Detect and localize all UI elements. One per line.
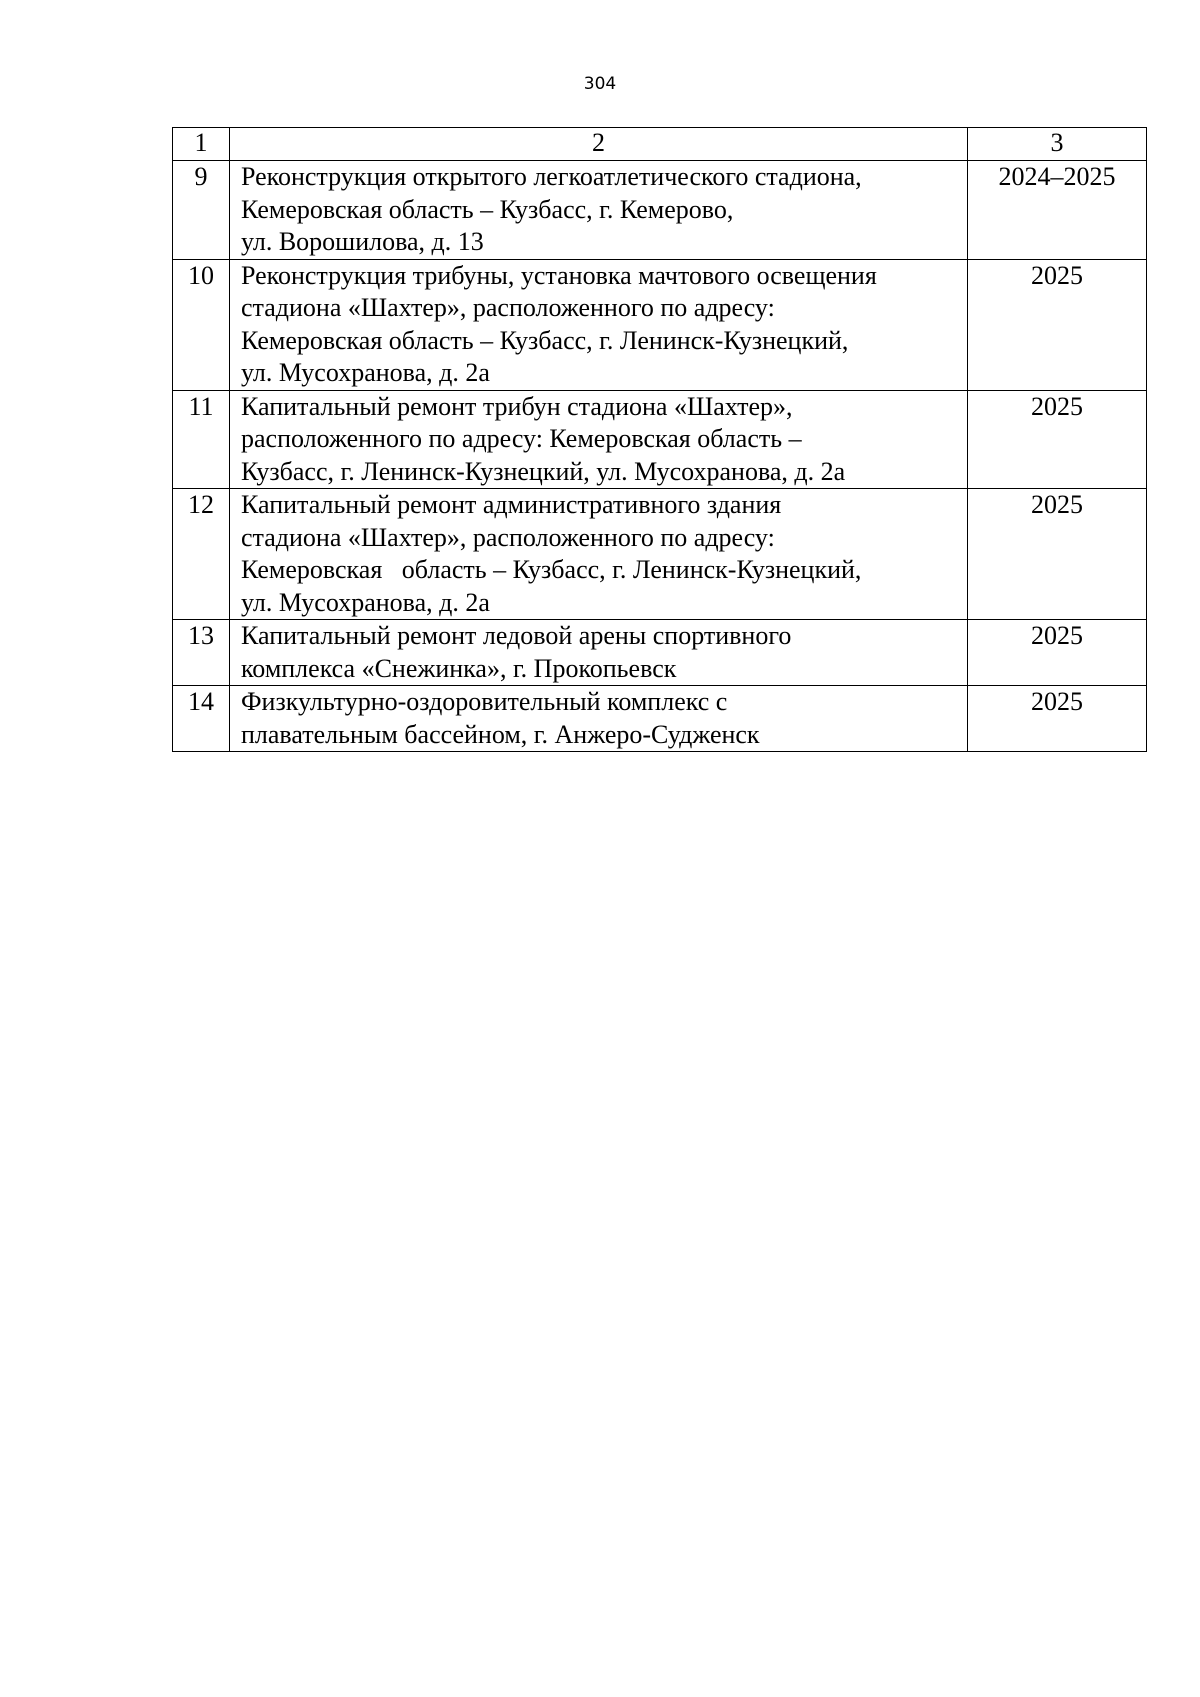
description-line: Реконструкция трибуны, установка мачтового освещения	[241, 260, 877, 290]
description-line: ул. Мусохранова, д. 2а	[241, 358, 490, 387]
description-line: Кемеровская область – Кузбасс, г. Кемерово,	[241, 194, 734, 224]
row-number: 9	[173, 161, 230, 260]
header-cell-2: 2	[230, 128, 968, 161]
description-line: Реконструкция открытого легкоатлетического стадиона,	[241, 162, 862, 191]
row-description	[230, 390, 968, 489]
description-line: Капитальный ремонт ледовой арены спортивного	[241, 621, 792, 650]
table-row	[173, 161, 1147, 260]
table-row	[173, 390, 1147, 489]
row-year: 2025	[968, 489, 1147, 620]
row-year: 2024–2025	[968, 161, 1147, 260]
row-year: 2025	[968, 620, 1147, 686]
table-row	[173, 620, 1147, 686]
table-row	[173, 489, 1147, 620]
description-line: Кузбасс, г. Ленинск-Кузнецкий, ул. Мусохранова, д. 2а	[241, 456, 846, 486]
table-row	[173, 686, 1147, 752]
description-line: Физкультурно-оздоровительный комплекс с	[241, 687, 728, 716]
row-number: 14	[173, 686, 230, 752]
description-line: Капитальный ремонт трибун стадиона «Шахтер»,	[241, 391, 793, 421]
description-line: Кемеровская область – Кузбасс, г. Ленинск-Кузнецкий,	[241, 555, 862, 584]
header-cell-3: 3	[968, 128, 1147, 161]
row-description	[230, 259, 968, 390]
row-number: 11	[173, 390, 230, 489]
description-line: Капитальный ремонт административного здания	[241, 490, 782, 519]
objects-table	[172, 127, 1147, 752]
row-number: 12	[173, 489, 230, 620]
row-description	[230, 686, 968, 752]
description-line: стадиона «Шахтер», расположенного по адресу:	[241, 522, 775, 552]
description-line: комплекса «Снежинка», г. Прокопьевск	[241, 653, 677, 683]
description-line: стадиона «Шахтер», расположенного по адресу:	[241, 293, 775, 322]
row-year: 2025	[968, 686, 1147, 752]
description-line: ул. Мусохранова, д. 2а	[241, 587, 490, 617]
header-cell-1: 1	[173, 128, 230, 161]
description-line: расположенного по адресу: Кемеровская область –	[241, 424, 802, 453]
row-year: 2025	[968, 259, 1147, 390]
table-row	[173, 259, 1147, 390]
table-header-row	[173, 128, 1147, 161]
description-line: ул. Ворошилова, д. 13	[241, 227, 484, 256]
description-line: плавательным бассейном, г. Анжеро-Судженск	[241, 719, 760, 749]
description-line: Кемеровская область – Кузбасс, г. Ленинск-Кузнецкий,	[241, 325, 849, 355]
row-year: 2025	[968, 390, 1147, 489]
row-description	[230, 161, 968, 260]
row-description	[230, 489, 968, 620]
page-number: 304	[583, 74, 617, 94]
row-description	[230, 620, 968, 686]
row-number: 10	[173, 259, 230, 390]
row-number: 13	[173, 620, 230, 686]
